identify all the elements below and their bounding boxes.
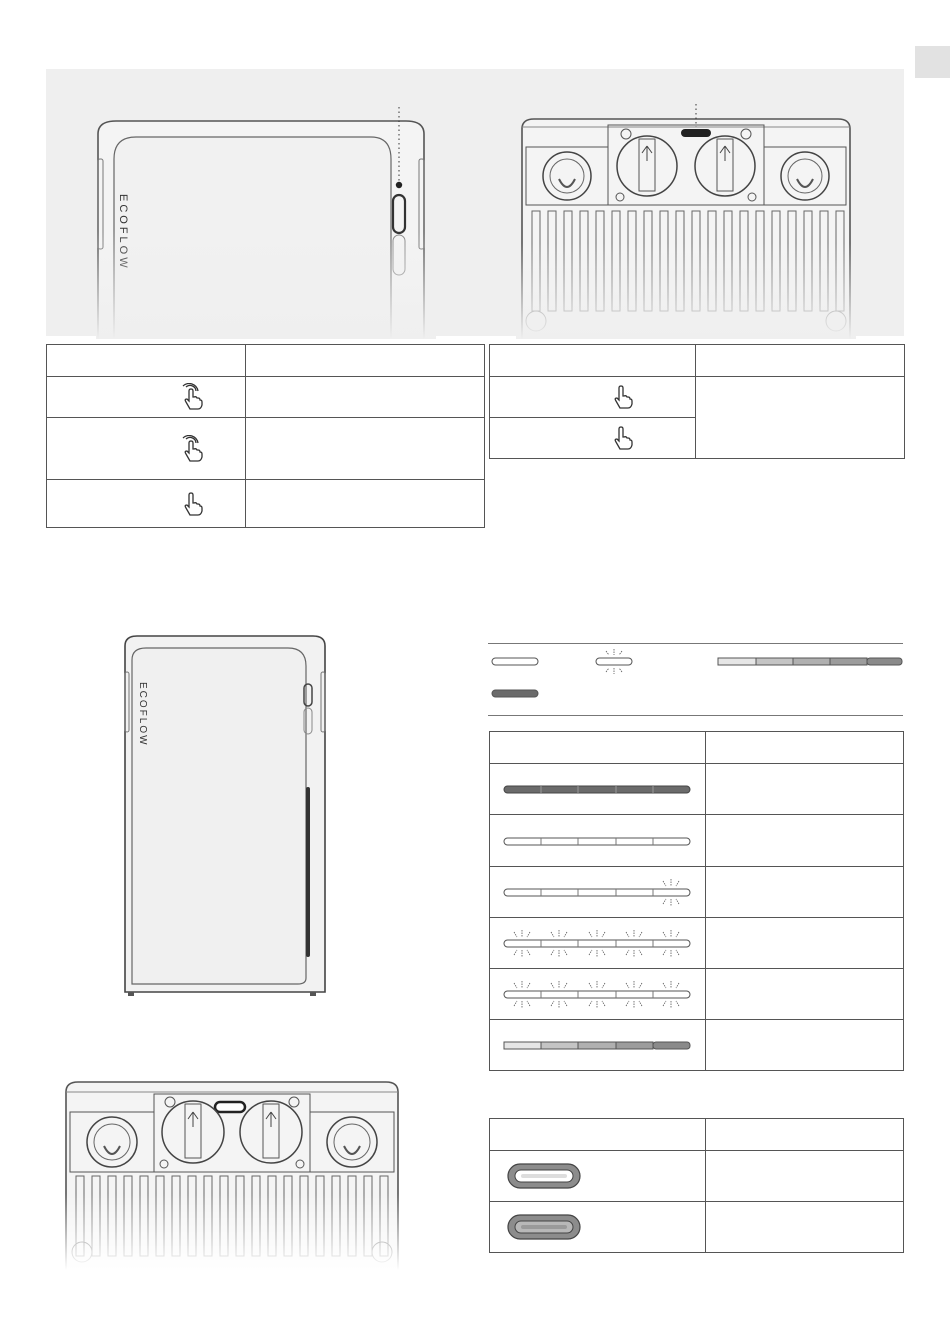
table-header-cell	[490, 345, 696, 377]
table-header-cell	[696, 345, 905, 377]
led-bar-last-blinking	[490, 877, 706, 907]
description-cell	[246, 480, 485, 528]
pattern-cell	[490, 1020, 706, 1071]
table-row	[490, 377, 905, 418]
description-cell	[246, 377, 485, 418]
description-cell	[246, 418, 485, 480]
light-bar-status-table	[489, 731, 904, 1071]
legend-blinking	[596, 649, 632, 674]
button-operations-table-left	[46, 344, 485, 528]
table-row	[490, 867, 904, 918]
usb-port-ring-white	[490, 1161, 706, 1191]
device-ports-view-top	[516, 99, 856, 339]
gesture-cell	[490, 377, 696, 418]
usb-port-ring-dark	[490, 1212, 706, 1242]
table-row	[490, 969, 904, 1020]
gesture-cell	[47, 377, 246, 418]
device-ports-illustration	[62, 1080, 402, 1270]
description-cell	[706, 1020, 904, 1071]
table-header-row	[47, 345, 485, 377]
button-operations-table-right	[489, 344, 905, 459]
press-hand-icon	[610, 425, 634, 451]
table-row	[490, 918, 904, 969]
description-cell	[706, 969, 904, 1020]
pattern-cell	[490, 867, 706, 918]
description-cell	[706, 1151, 904, 1202]
device-front-illustration	[120, 632, 330, 998]
table-row	[490, 815, 904, 867]
led-bar-all-blinking	[490, 979, 706, 1009]
led-bar-all-dark	[490, 779, 706, 799]
press-hand-icon	[180, 491, 204, 517]
table-header-row	[490, 732, 904, 764]
legend-bottom-rule	[488, 715, 903, 716]
table-row	[47, 480, 485, 528]
led-bar-graded	[490, 1035, 706, 1055]
table-header-cell	[490, 732, 706, 764]
pattern-cell	[490, 1151, 706, 1202]
pattern-cell	[490, 815, 706, 867]
table-row	[47, 418, 485, 480]
table-header-cell	[706, 732, 904, 764]
table-header-cell	[490, 1119, 706, 1151]
table-row	[490, 1020, 904, 1071]
led-bar-all-white	[490, 831, 706, 851]
usb-port-status-table	[489, 1118, 904, 1253]
pattern-cell	[490, 918, 706, 969]
description-cell	[706, 764, 904, 815]
pattern-cell	[490, 764, 706, 815]
table-row	[490, 764, 904, 815]
gesture-cell	[47, 418, 246, 480]
double-tap-hand-icon	[180, 383, 204, 411]
device-front-view	[96, 99, 436, 339]
legend-solid-white	[492, 658, 538, 665]
pattern-cell	[490, 969, 706, 1020]
table-row	[490, 1202, 904, 1253]
description-cell	[706, 867, 904, 918]
hero-illustration-panel	[46, 69, 904, 336]
gesture-cell	[490, 418, 696, 459]
description-cell	[706, 1202, 904, 1253]
press-hand-icon	[610, 384, 634, 410]
legend-graded-levels	[718, 658, 902, 665]
table-header-row	[490, 1119, 904, 1151]
table-header-row	[490, 345, 905, 377]
table-row	[490, 1151, 904, 1202]
double-tap-hand-icon	[180, 435, 204, 463]
logo-vertical	[137, 682, 148, 747]
table-header-cell	[47, 345, 246, 377]
page-tab	[915, 46, 950, 78]
led-legend	[488, 648, 904, 700]
pattern-cell	[490, 1202, 706, 1253]
table-header-cell	[706, 1119, 904, 1151]
description-cell	[706, 918, 904, 969]
svg-text:ECOFLOW: ECOFLOW	[137, 682, 148, 747]
table-header-cell	[246, 345, 485, 377]
led-bar-all-blinking	[490, 928, 706, 958]
description-cell	[696, 377, 905, 459]
gesture-cell	[47, 480, 246, 528]
description-cell	[706, 815, 904, 867]
table-row	[47, 377, 485, 418]
legend-top-rule	[488, 643, 903, 644]
legend-solid-dark	[492, 690, 538, 697]
